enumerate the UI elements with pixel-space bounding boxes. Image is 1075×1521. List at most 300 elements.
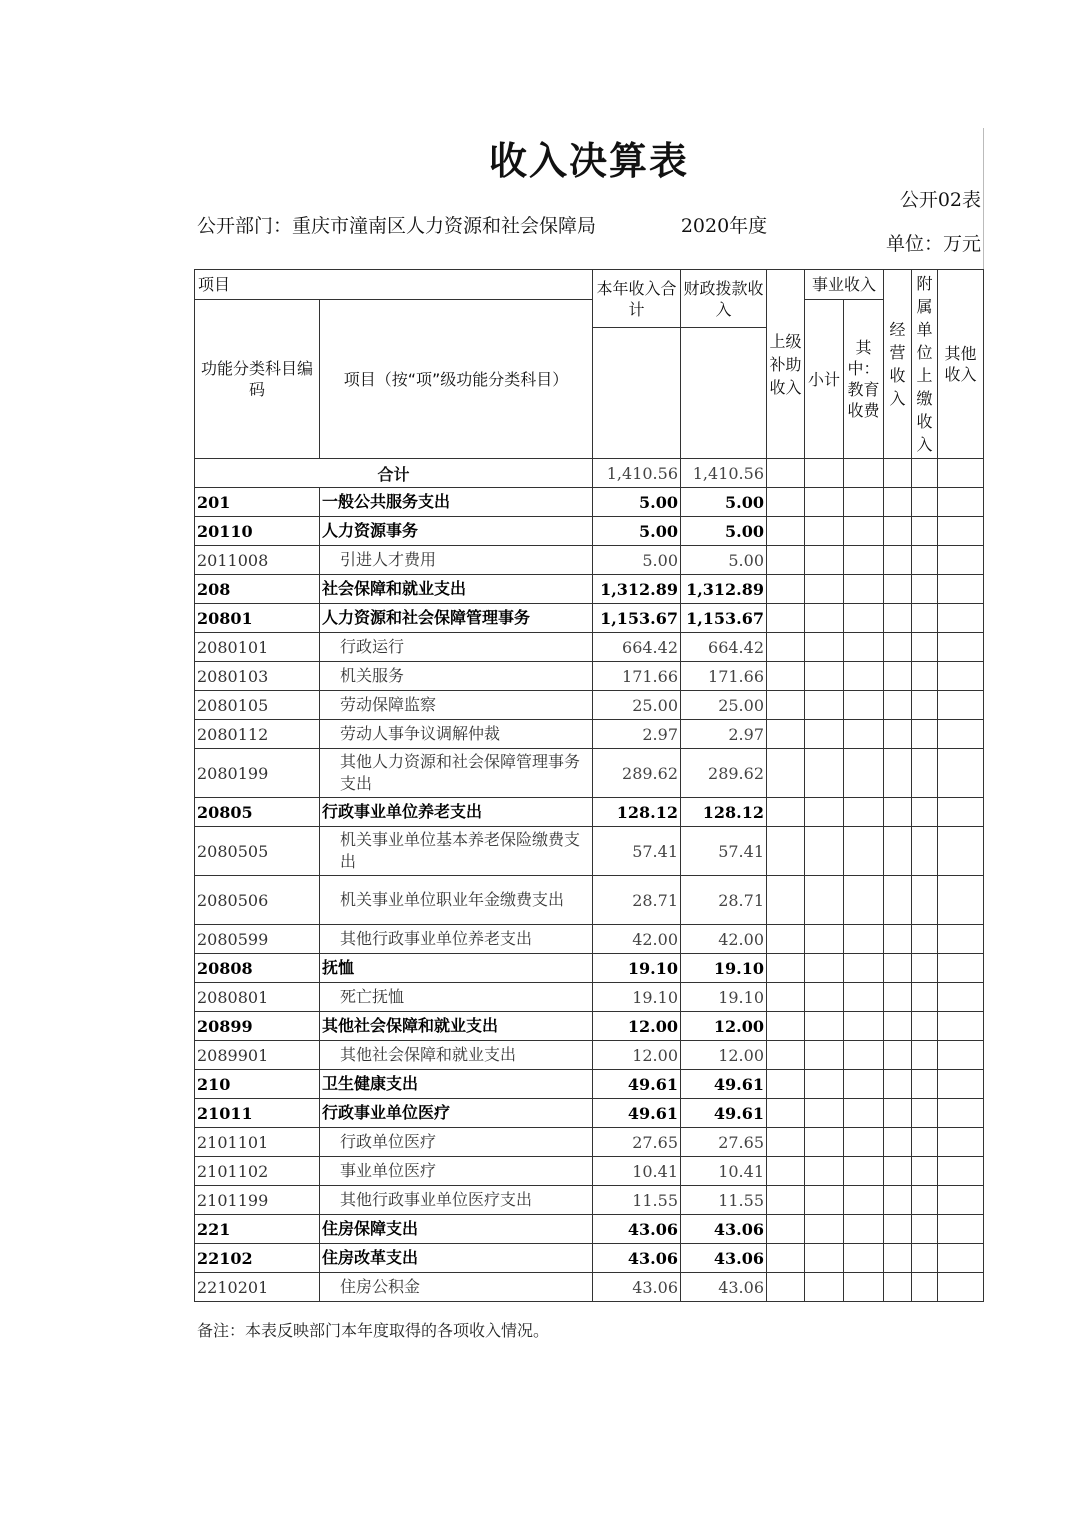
row-code: 2080505 [195, 827, 320, 876]
empty-cell [805, 1041, 844, 1070]
header-name: 项目（按“项”级功能分类科目） [320, 300, 593, 459]
row-code: 2089901 [195, 1041, 320, 1070]
row-name-text: 行政事业单位养老支出 [322, 802, 483, 821]
empty-cell [805, 1215, 844, 1244]
page-edge-line [983, 128, 984, 270]
empty-cell [844, 1186, 884, 1215]
table-number: 公开02表 [899, 189, 981, 211]
table-row [195, 954, 984, 983]
row-name [320, 691, 593, 720]
empty-cell [844, 517, 884, 546]
empty-cell [805, 1244, 844, 1273]
empty-cell [805, 954, 844, 983]
empty-cell [884, 1012, 912, 1041]
empty-cell [912, 925, 938, 954]
table-row [195, 488, 984, 517]
table-row [195, 1244, 984, 1273]
empty-cell [844, 1215, 884, 1244]
empty-cell [767, 749, 805, 798]
row-code: 20801 [195, 604, 320, 633]
row-code: 2210201 [195, 1273, 320, 1302]
table-row [195, 827, 984, 876]
empty-cell [938, 798, 984, 827]
table-row [195, 662, 984, 691]
header-total-income: 本年收入合计 [593, 270, 681, 328]
row-total-value: 2.97 [593, 720, 681, 749]
row-total-value: 5.00 [593, 546, 681, 575]
row-code: 21011 [195, 1099, 320, 1128]
row-fiscal-value: 43.06 [681, 1273, 767, 1302]
total-income-value: 1,410.56 [593, 459, 681, 488]
row-name-text: 其他人力资源和社会保障管理事务支出 [340, 752, 581, 793]
empty-cell [844, 604, 884, 633]
row-code: 2080801 [195, 983, 320, 1012]
row-name [320, 749, 593, 798]
total-fiscal-value: 1,410.56 [681, 459, 767, 488]
empty-cell [938, 827, 984, 876]
empty-cell [767, 1070, 805, 1099]
row-name [320, 876, 593, 925]
department-label: 公开部门：重庆市潼南区人力资源和社会保障局 [197, 215, 597, 237]
empty-cell [844, 662, 884, 691]
row-total-value: 27.65 [593, 1128, 681, 1157]
row-name-text: 住房保障支出 [322, 1219, 419, 1238]
empty-cell [767, 1244, 805, 1273]
row-fiscal-value: 5.00 [681, 488, 767, 517]
table-row [195, 983, 984, 1012]
empty-cell [767, 983, 805, 1012]
table-row [195, 1041, 984, 1070]
empty-cell [844, 876, 884, 925]
empty-cell [767, 517, 805, 546]
row-total-value: 5.00 [593, 488, 681, 517]
table-row [195, 1128, 984, 1157]
empty-cell [805, 798, 844, 827]
empty-cell [884, 798, 912, 827]
empty-cell [767, 925, 805, 954]
row-total-value: 12.00 [593, 1012, 681, 1041]
empty-cell [805, 575, 844, 604]
empty-cell [912, 1273, 938, 1302]
table-row [195, 876, 984, 925]
row-total-value: 42.00 [593, 925, 681, 954]
empty-cell [805, 1099, 844, 1128]
empty-cell [912, 1041, 938, 1070]
row-fiscal-value: 27.65 [681, 1128, 767, 1157]
row-code: 2080506 [195, 876, 320, 925]
empty-cell [805, 1128, 844, 1157]
row-name [320, 1128, 593, 1157]
row-code: 2080101 [195, 633, 320, 662]
row-code: 2080199 [195, 749, 320, 798]
row-name [320, 1041, 593, 1070]
fiscal-year: 2020年度 [680, 215, 768, 237]
row-name [320, 925, 593, 954]
empty-cell [884, 488, 912, 517]
table-row [195, 1215, 984, 1244]
empty-cell [938, 925, 984, 954]
row-total-value: 128.12 [593, 798, 681, 827]
row-total-value: 5.00 [593, 517, 681, 546]
empty-cell [884, 1186, 912, 1215]
empty-cell [844, 1128, 884, 1157]
table-row [195, 1012, 984, 1041]
row-name-text: 机关事业单位职业年金缴费支出 [340, 890, 565, 909]
empty-cell [938, 1012, 984, 1041]
row-total-value: 10.41 [593, 1157, 681, 1186]
row-name-text: 机关事业单位基本养老保险缴费支出 [340, 830, 581, 871]
empty-cell [912, 720, 938, 749]
empty-cell [884, 827, 912, 876]
empty-cell [912, 662, 938, 691]
empty-cell [805, 662, 844, 691]
empty-cell [884, 633, 912, 662]
row-code: 2080103 [195, 662, 320, 691]
row-code: 2101101 [195, 1128, 320, 1157]
empty-cell [912, 575, 938, 604]
row-code: 221 [195, 1215, 320, 1244]
empty-cell [767, 488, 805, 517]
empty-cell [844, 1041, 884, 1070]
row-name-text: 行政事业单位医疗 [322, 1103, 451, 1122]
row-name [320, 1244, 593, 1273]
empty-cell [884, 1215, 912, 1244]
empty-cell [805, 546, 844, 575]
table-row [195, 1273, 984, 1302]
row-name-text: 其他社会保障和就业支出 [340, 1045, 517, 1064]
empty-cell [938, 720, 984, 749]
row-fiscal-value: 42.00 [681, 925, 767, 954]
empty-cell [805, 876, 844, 925]
empty-cell [938, 575, 984, 604]
empty-cell [767, 662, 805, 691]
row-fiscal-value: 171.66 [681, 662, 767, 691]
empty-cell [767, 546, 805, 575]
empty-cell [805, 488, 844, 517]
table-row [195, 691, 984, 720]
row-total-value: 49.61 [593, 1070, 681, 1099]
empty-cell [884, 1070, 912, 1099]
row-fiscal-value: 12.00 [681, 1012, 767, 1041]
empty-cell [912, 517, 938, 546]
empty-cell [844, 1244, 884, 1273]
row-total-value: 11.55 [593, 1186, 681, 1215]
row-total-value: 43.06 [593, 1273, 681, 1302]
row-name-text: 事业单位医疗 [340, 1161, 437, 1180]
empty-cell [767, 1273, 805, 1302]
empty-cell [912, 488, 938, 517]
empty-cell [805, 720, 844, 749]
header-operating: 经营收入 [884, 270, 912, 459]
empty-cell [912, 954, 938, 983]
row-name [320, 546, 593, 575]
row-name [320, 1157, 593, 1186]
empty-cell [884, 575, 912, 604]
empty-cell [805, 691, 844, 720]
row-fiscal-value: 128.12 [681, 798, 767, 827]
empty-cell [805, 827, 844, 876]
empty-cell [912, 1099, 938, 1128]
empty-cell [767, 954, 805, 983]
row-name [320, 488, 593, 517]
table-row [195, 1099, 984, 1128]
row-code: 2080599 [195, 925, 320, 954]
row-name [320, 954, 593, 983]
page-title: 收入决算表 [488, 139, 689, 183]
row-name-text: 住房改革支出 [322, 1248, 419, 1267]
row-code: 2080105 [195, 691, 320, 720]
row-total-value: 57.41 [593, 827, 681, 876]
row-total-value: 49.61 [593, 1099, 681, 1128]
empty-cell [938, 1244, 984, 1273]
header-fiscal: 财政拨款收入 [681, 270, 767, 328]
empty-cell [938, 633, 984, 662]
row-code: 208 [195, 575, 320, 604]
empty-cell [767, 1012, 805, 1041]
row-name [320, 575, 593, 604]
empty-cell [912, 1186, 938, 1215]
row-total-value: 19.10 [593, 954, 681, 983]
empty-cell [767, 827, 805, 876]
empty-cell [938, 1099, 984, 1128]
empty-cell [912, 749, 938, 798]
empty-cell [912, 546, 938, 575]
empty-cell [884, 983, 912, 1012]
row-fiscal-value: 57.41 [681, 827, 767, 876]
row-name-text: 劳动人事争议调解仲裁 [340, 724, 501, 743]
row-name-text: 其他社会保障和就业支出 [322, 1016, 499, 1035]
empty-cell [844, 691, 884, 720]
row-total-value: 171.66 [593, 662, 681, 691]
row-name [320, 1273, 593, 1302]
row-name [320, 517, 593, 546]
row-name [320, 1215, 593, 1244]
empty-cell [844, 1273, 884, 1302]
empty-cell [912, 691, 938, 720]
empty-cell [884, 691, 912, 720]
empty-cell [767, 798, 805, 827]
row-total-value: 19.10 [593, 983, 681, 1012]
empty-cell [844, 720, 884, 749]
row-name-text: 卫生健康支出 [322, 1074, 419, 1093]
empty-cell [938, 1215, 984, 1244]
empty-cell [884, 546, 912, 575]
row-name-text: 人力资源和社会保障管理事务 [322, 608, 531, 627]
row-code: 20899 [195, 1012, 320, 1041]
row-code: 201 [195, 488, 320, 517]
empty-cell [805, 983, 844, 1012]
empty-cell [844, 546, 884, 575]
empty-cell [912, 1012, 938, 1041]
row-name-text: 社会保障和就业支出 [322, 579, 467, 598]
table-row [195, 1157, 984, 1186]
empty-cell [912, 1215, 938, 1244]
header-other: 其他收入 [938, 270, 984, 459]
row-total-value: 28.71 [593, 876, 681, 925]
header-code: 功能分类科目编码 [195, 300, 320, 459]
empty-cell [767, 876, 805, 925]
empty-cell [884, 1128, 912, 1157]
row-name [320, 827, 593, 876]
header-subtotal: 小计 [805, 300, 844, 459]
row-fiscal-value: 1,153.67 [681, 604, 767, 633]
table-row [195, 749, 984, 798]
table-row [195, 1070, 984, 1099]
empty-cell [805, 604, 844, 633]
table-row [195, 517, 984, 546]
row-fiscal-value: 5.00 [681, 517, 767, 546]
empty-cell [912, 633, 938, 662]
empty-cell [767, 1041, 805, 1070]
empty-cell [912, 983, 938, 1012]
row-name-text: 机关服务 [340, 666, 405, 685]
row-fiscal-value: 28.71 [681, 876, 767, 925]
row-name [320, 604, 593, 633]
table-row [195, 798, 984, 827]
empty-cell [767, 1099, 805, 1128]
row-name-text: 其他行政事业单位养老支出 [340, 929, 533, 948]
row-fiscal-value: 19.10 [681, 983, 767, 1012]
empty-cell [844, 798, 884, 827]
row-fiscal-value: 5.00 [681, 546, 767, 575]
total-row [195, 459, 984, 488]
empty-cell [938, 691, 984, 720]
empty-cell [844, 983, 884, 1012]
empty-cell [844, 827, 884, 876]
row-fiscal-value: 43.06 [681, 1244, 767, 1273]
empty-cell [805, 517, 844, 546]
empty-cell [938, 662, 984, 691]
row-total-value: 43.06 [593, 1244, 681, 1273]
empty-cell [767, 604, 805, 633]
row-code: 20110 [195, 517, 320, 546]
empty-cell [912, 1244, 938, 1273]
empty-cell [912, 1157, 938, 1186]
empty-cell [844, 488, 884, 517]
empty-cell [938, 876, 984, 925]
empty-cell [844, 954, 884, 983]
empty-cell [938, 983, 984, 1012]
header-business: 事业收入 [805, 270, 884, 300]
header-superior: 上级补助收入 [767, 270, 805, 459]
empty-cell [767, 1215, 805, 1244]
row-name-text: 劳动保障监察 [340, 695, 437, 714]
empty-cell [884, 1157, 912, 1186]
empty-cell [912, 1070, 938, 1099]
row-name-text: 行政单位医疗 [340, 1132, 437, 1151]
empty-cell [884, 1273, 912, 1302]
row-name [320, 1099, 593, 1128]
empty-cell [767, 633, 805, 662]
row-name-text: 死亡抚恤 [340, 987, 405, 1006]
row-fiscal-value: 1,312.89 [681, 575, 767, 604]
income-table [194, 269, 984, 1302]
row-code: 2011008 [195, 546, 320, 575]
empty-cell [844, 925, 884, 954]
empty-cell [884, 517, 912, 546]
row-fiscal-value: 19.10 [681, 954, 767, 983]
table-row [195, 633, 984, 662]
row-fiscal-value: 10.41 [681, 1157, 767, 1186]
empty-cell [912, 876, 938, 925]
row-name-text: 抚恤 [322, 958, 355, 977]
unit-label: 单位：万元 [885, 233, 981, 255]
row-fiscal-value: 289.62 [681, 749, 767, 798]
empty-cell [884, 954, 912, 983]
empty-cell [844, 1157, 884, 1186]
table-row [195, 925, 984, 954]
row-name-text: 一般公共服务支出 [322, 492, 451, 511]
empty-cell [938, 546, 984, 575]
row-name [320, 662, 593, 691]
empty-cell [884, 749, 912, 798]
empty-cell [938, 1128, 984, 1157]
empty-cell [938, 1157, 984, 1186]
empty-cell [884, 604, 912, 633]
empty-cell [844, 1012, 884, 1041]
row-fiscal-value: 2.97 [681, 720, 767, 749]
row-name-text: 其他行政事业单位医疗支出 [340, 1190, 533, 1209]
row-name [320, 1012, 593, 1041]
row-total-value: 12.00 [593, 1041, 681, 1070]
row-name-text: 行政运行 [340, 637, 405, 656]
row-code: 2101199 [195, 1186, 320, 1215]
empty-cell [844, 1099, 884, 1128]
row-code: 22102 [195, 1244, 320, 1273]
empty-cell [938, 1273, 984, 1302]
row-name [320, 720, 593, 749]
empty-cell [805, 1012, 844, 1041]
row-name-text: 住房公积金 [340, 1277, 421, 1296]
empty-cell [938, 488, 984, 517]
empty-cell [884, 720, 912, 749]
row-name-text: 引进人才费用 [340, 550, 437, 569]
empty-cell [844, 1070, 884, 1099]
row-fiscal-value: 25.00 [681, 691, 767, 720]
row-fiscal-value: 49.61 [681, 1070, 767, 1099]
row-code: 2101102 [195, 1157, 320, 1186]
empty-cell [805, 1273, 844, 1302]
empty-cell [938, 1186, 984, 1215]
empty-cell [767, 575, 805, 604]
header-edu-fee: 其中：教育收费 [844, 300, 884, 459]
row-total-value: 1,312.89 [593, 575, 681, 604]
row-code: 20805 [195, 798, 320, 827]
row-name [320, 1186, 593, 1215]
empty-cell [912, 798, 938, 827]
row-name [320, 1070, 593, 1099]
row-total-value: 43.06 [593, 1215, 681, 1244]
empty-cell [912, 604, 938, 633]
row-name [320, 798, 593, 827]
empty-cell [938, 604, 984, 633]
empty-cell [884, 1244, 912, 1273]
empty-cell [884, 1099, 912, 1128]
table-row [195, 575, 984, 604]
row-fiscal-value: 664.42 [681, 633, 767, 662]
table-row [195, 546, 984, 575]
table-row [195, 1186, 984, 1215]
empty-cell [805, 1070, 844, 1099]
table-row [195, 604, 984, 633]
empty-cell [912, 1128, 938, 1157]
row-fiscal-value: 12.00 [681, 1041, 767, 1070]
empty-cell [884, 876, 912, 925]
row-fiscal-value: 49.61 [681, 1099, 767, 1128]
empty-cell [805, 749, 844, 798]
empty-cell [767, 691, 805, 720]
empty-cell [805, 1186, 844, 1215]
